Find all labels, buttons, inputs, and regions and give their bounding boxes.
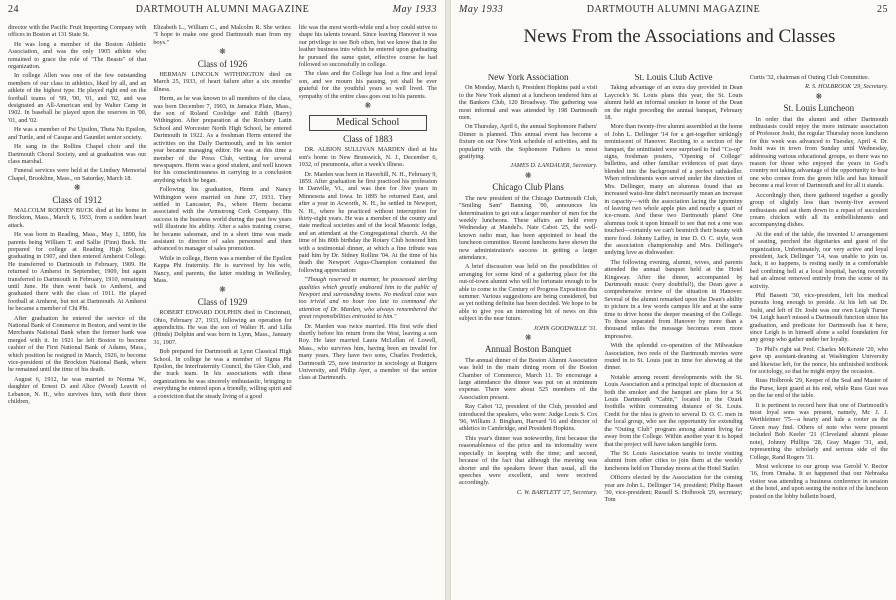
paragraph: Bob prepared for Dartmouth at Lynn Classical High School. In college he was a member of Sigma Phi Epsilon, the Interfraternity Council, the Glee Club, and the track team. In his associations with these organizations he was sincerely enthusiastic, bringing to everything he entered upon a friendly, willing spirit and a conviction that the steady living of a good bbox=[153, 348, 292, 400]
paragraph: ROBERT EDWARD DOLPHIN died in Cincinnati, Ohio, February 27, 1933, following an operation for appendicitis. He was the son of Walter H. and Lilla (Hinds) Dolphin and was born in Lynn, Mass., January 31, 1907. bbox=[153, 309, 292, 346]
paragraph: With the splendid co-operation of the Milwaukee Association, two reels of the Dartmouth movies were routed in to St. Louis just in time for showing at the dinner. bbox=[604, 342, 743, 372]
left-column-2 bbox=[153, 24, 291, 600]
paragraph: Ray Cabot '12, president of the Club, presided and introduced the speakers, who were: Judge Louis S. Cox '96, William J. Bingham, Harvard '16 and director of athletics in Cambridge, and President Hopkins. bbox=[459, 403, 598, 433]
paragraph: He was born in Reading, Mass., May 1, 1890, his parents being William T. and Sallie (Finn) Buck. He prepared for college at Reading High School, graduating in 1907, and then entered Amherst College. He transferred to Dartmouth in February, 1909. He returned to Amherst in September, 1909, but again transferred to Dartmouth in February, 1910, remaining until June. He then went back to Amherst, and graduated there with the class of 1911. He played football at Amherst, but not at Dartmouth. At Amherst he became a member of Chi Phi. bbox=[8, 231, 147, 313]
paragraph: The following evening, alumni, wives, and parents attended the annual banquet held at the Hotel Kingsway. After the dinner, accompanied by Dartmouth music (very doubtful!), the Dean gave a comprehensive review of the situation in Hanover. Several of the alumni remarked upon the Dean's ability to picture in a few words campus life and at the same time to drive home the deeper meaning of the College. To those separated from Hanover by more than a thousand miles the message becomes even more impressive. bbox=[604, 258, 743, 340]
class-heading: Class of 1912 bbox=[52, 194, 102, 205]
paragraph: DR. ALBION SULLIVAN MARDEN died at his son's home in New Brunswick, N. J., December 6, 1932, of pneumonia, after a week's illness. bbox=[298, 146, 437, 169]
right-column-1 bbox=[459, 74, 597, 600]
paragraph: HERMAN LINCOLN WITHINGTON died on March 25, 1933, of heart failure after a six months' illness. bbox=[153, 71, 292, 93]
paragraph: He sang in the Rollins Chapel choir and the Dartmouth Choral Society, and at graduation was our class marshal. bbox=[8, 143, 147, 165]
paragraph: Accordingly then, there gathered together a goodly group of slightly less than twenty-five avowed enthusiasts and sat them down to a repast of succulent cream chicken with all its embellishments and accompanying dishes. bbox=[749, 191, 888, 229]
right-columns bbox=[459, 74, 888, 600]
right-column-2 bbox=[604, 74, 742, 600]
association-heading: Chicago Club Plans bbox=[492, 182, 564, 193]
association-heading: New York Association bbox=[487, 74, 569, 82]
paragraph: To Phil's right sat Prof. Charles McKenzie '20, who gave up assistant-deaning at Washington University and likewise left, for the nonce, his unfinished textbook for sociology, so that he might enjoy the occasion. bbox=[749, 345, 888, 376]
paragraph: In order that the alumni and other Dartmouth enthusiasts could enjoy the more intimate association of Professor Joshi, the regular Thursday noon luncheon for this week was advanced to Tuesday, April 4. Dr. Joshi was in town from Sunday until Wednesday, addressing various educational groups, so there was no reason for those who enjoyed the years in God's country not taking advantage of the opportunity to hear one who comes from the green hills and has himself become a real lover of Dartmouth and for all it stands. bbox=[749, 115, 888, 190]
paragraph: On Thursday, April 6, the annual Sophomore Fathers' Dinner is planned. This annual event has become a fixture on our New York schedule of activities, and its popularity with the Sophomore Fathers is most gratifying. bbox=[459, 123, 598, 161]
paragraph: The St. Louis Association wants to invite visiting alumni from other cities to join them at the weekly luncheons held on Thursday noons at the Hotel Statler. bbox=[604, 449, 743, 472]
class-heading: Class of 1929 bbox=[197, 296, 248, 307]
association-heading: St. Louis Luncheon bbox=[783, 103, 855, 114]
paragraph: The class and the College has lost a fine and loyal son, and we mourn his passing, yet shall be ever grateful for the youthful years so well lived. The sympathy of the entire class goes out to his parents. bbox=[298, 70, 437, 100]
association-heading: Annual Boston Banquet bbox=[484, 344, 572, 355]
paragraph: The new president of the Chicago Dartmouth Club, "Smiling Sam" Banning '00, announces his determination to get out a larger number of men for the weekly luncheons. These affairs are held every Wednesday at Mandel's. Nate Cabot '25, the well-known radio man, has been appointed to head the luncheon committee. Recent luncheons have shown the new administration's success in getting a larger attendance. bbox=[459, 194, 598, 261]
magazine-title: DARTMOUTH ALUMNI MAGAZINE bbox=[135, 4, 310, 15]
paragraph: Herm, as he was known to all members of the class, was born December 7, 1903, in Jamaica Plain, Mass., the son of Roland Coolidge and Edith (Barry) Withington. After preparation at the Roxbury Latin School and Worcester North High School, he entered Dartmouth in 1922. As a freshman Herm entered the activities on the Daily Dartmouth, and in his senior year became managing editor. He was at this time a member of the Press Club, writing for several newspapers. Herm was a good student, and well known for his conscientiousness in carrying to a conclusion anything which he began. bbox=[153, 95, 292, 184]
magazine-title: DARTMOUTH ALUMNI MAGAZINE bbox=[586, 4, 761, 15]
paragraph: Taking advantage of an extra day provided in Dean Laycock's St. Louis plans this year, the St. Louis alumni held an informal smoker in honor of the Dean on the night preceding the annual banquet, February 18. bbox=[604, 84, 743, 122]
ornament-icon: ❋ bbox=[219, 285, 226, 295]
ornament-icon: ❋ bbox=[524, 333, 532, 342]
paragraph: Curtis '32, chairman of Outing Club Committee. bbox=[749, 74, 870, 81]
ornament-icon: ❋ bbox=[73, 183, 81, 193]
paragraph: Notable among recent developments with the St. Louis Association and a principal topic of discussion at both the smoker and the banquet are plans for a St. Louis Dartmouth "Cabin," located in the Ozark foothills within commuting distance of St. Louis. Credit for the idea is given to several D. O. C. men in the local group, who see the opportunity for extending the "Outing Club" program among alumni living far away from the College. Within another year it is hoped that the project will have taken tangible form. bbox=[604, 373, 743, 448]
paragraph: It is pertinent to record here that one of Dartmouth's most loyal sons was present, namely, Mr. J. J. Werthleimer '75—a hearty and hale a rooter as the Green may find. Others of note who were present included Bob Keeler '21 (Cleveland alumni please note), Johnny Phillips '28, Gray Magee '31, and, representing the scholarly and serious side of the College, Rand Rogers '31. bbox=[749, 401, 888, 461]
page-number: 25 bbox=[877, 4, 888, 15]
paragraph: Elizabeth L., William C., and Malcolm R. She writes: "I hope to make one good Dartmouth man from my boys." bbox=[153, 24, 292, 46]
signature: C. W. BARTLETT '27, Secretary. bbox=[516, 488, 598, 496]
left-running-head bbox=[8, 4, 437, 18]
paragraph: Officers elected by the Association for the coming year are John L. Dellinger '14, president; Philip Basset '30, vice-president; Russell S. Holbrook '29, secretary; Tom bbox=[604, 474, 743, 504]
section-title: News From the Associations and Classes bbox=[523, 26, 836, 47]
quotation: "Though reserved in manner, he possessed sterling qualities which greatly endeared him to the public of Newport and surrounding towns. No medical case was too trivial and no hour too late to command the attention of Dr. Marden, who always remembered the great responsibilities entrusted to him." bbox=[298, 276, 437, 321]
section-box-heading: Medical School bbox=[309, 115, 427, 130]
signature: JAMES D. LANDAUER, Secretary. bbox=[510, 162, 598, 170]
ornament-icon: ❋ bbox=[219, 47, 226, 57]
ornament-icon: ❋ bbox=[364, 101, 372, 111]
left-column-1 bbox=[8, 24, 146, 600]
paragraph: He was long a member of the Boston Athletic Association, and was the only 1905 athlete who remained to grace the role of "The Beasts" of that organization. bbox=[8, 40, 147, 71]
page-number: 24 bbox=[8, 4, 19, 15]
paragraph: Following his graduation, Herm and Nancy Withington were married on June 27, 1931. They settled in Lancaster, Pa., where Herm became associated with the Armstrong Cork Company. His success in the business world during the past few years will illustrate his ability. After a sales training course, he became salesman, and in a short time was made assistant to director of sales personnel and then advanced to manager of sales promotion. bbox=[153, 186, 292, 253]
paragraph: August 6, 1912, he was married to Norma W., daughter of Ernest D. and Alice (Wood) Leavitt of Lebanon, N. H., who survives him, with their three children, bbox=[8, 375, 147, 406]
right-page bbox=[451, 0, 896, 600]
left-columns bbox=[8, 24, 437, 600]
paragraph: life was the most worth-while end a boy could strive to shape his talents toward. Since leaving Hanover it was our privilege to see Bob often, but we know that in the leather business into which he entered upon graduating he pursued the same quiet, effective course he had followed so successfully in college. bbox=[298, 24, 437, 69]
ornament-icon: ❋ bbox=[524, 170, 532, 180]
left-page bbox=[0, 0, 445, 600]
paragraph: More than twenty-five alumni assembled at the home of John L. Dellinger '14 for a get-together strikingly reminiscent of Hanover. Reciting to a section of the banquet, the uninitiated were surprised to find "Co-op" signs, freshman posters, "Opening of College" bulletins, and other familiar evidences of past days blended into the background of a perfect rathskeller. When refreshments were served under the direction of Mrs. Dellinger, many an alumnus found that an increased waist-line didn't necessarily mean an increase in capacity—with the association lacing the ignominy of leaving two whole apple pies and nearly a quart of ice-cream. And these two Dartmouth plans! One alumnus took it upon himself to see that not a one was touched—certainly we can't besmirch their beauty with mere food. Johnny Laffey, in true D. O. C. style, won the association championship and Mrs. Dellinger's undying love as dishwasher. bbox=[604, 123, 743, 257]
class-heading: Class of 1926 bbox=[197, 58, 248, 69]
paragraph: A brief discussion was held on the possibilities of arranging for some kind of a gathering place for the out-of-town alumni who will be fortunate enough to be able to come to the Century of Progress Exposition this summer. Various suggestions are being considered, but as yet nothing definite has been decided. We hope to be able to give you an interesting bit of news on this subject in the near future. bbox=[459, 263, 598, 323]
paragraph: Phil Bassett '30, vice-president, left his medical pursuits long enough to preside. At his left sat Dr. Joshi, and left of Dr. Joshi was our own Leigh Turner '04. Leigh hasn't missed a Dartmouth function since his graduation, and predicate for Dartmouth has it here, since Leigh is in himself alone a solid foundation for any group who gather under her loyalty. bbox=[749, 291, 888, 344]
ornament-icon: ❋ bbox=[815, 91, 823, 101]
signature: R. S. HOLBROOK '29, Secretary. bbox=[805, 83, 888, 91]
left-column-3 bbox=[299, 24, 437, 600]
signature: JOHN GOODWILLE '31. bbox=[533, 324, 598, 332]
issue-date: May 1933 bbox=[392, 4, 437, 15]
paragraph: At the end of the table, the invented U arrangement of seating, perched the dignitaries and guest of the organization, Unfortunately, our very active and loyal president, Jack Dellinger '14, was unable to join us. Jack, it so happens, is resting easily in a comfortable bed confining hell at a local hospital, having recently had an almost removed entirely from the scene of its activity. bbox=[749, 230, 888, 290]
association-heading: St. Louis Club Active bbox=[634, 74, 713, 82]
paragraph: After graduation he entered the service of the National Bank of Commerce in Boston, and went to the Merchants National Bank when the former bank was merged with it. In 1921 he left Boston to become cashier of the First National Bank of Adams, Mass., which position he resigned in March, 1926, to become vice-president of the Brockton National Bank, where he remained until the time of his death. bbox=[8, 314, 147, 374]
paragraph: Dr. Marden was born in Haverhill, N. H., February 9, 1859. After graduation he first practiced his profession in Danville, Vt., and was then for five years in Minnesota and Iowa. In 1895 he returned East, and after a year in Acworth, N. H., he settled in Newport, N. H., where he practiced without interruption for thirty-eight years. He was a member of the county and state medical societies and of the local Masonic lodge, and an attendant at the Congregational church. At the time of his 80th birthday the Rotary Club honored him with a testimonial dinner, at which a fine tribute was paid him by Dr. Sidney Rollins '04. At the time of his death the Newport Argus-Champion contained the following appreciation: bbox=[298, 170, 437, 274]
right-column-3 bbox=[750, 74, 888, 600]
paragraph: In college Allen was one of the few outstanding members of our class in athletics, liked by all, and an athlete of the highest type. He played right end on the football teams of '99, '00, '01, and '02, and was designated an All-American end by Walter Camp in 1902. In baseball he played upon the reserves in '00, '01, and '02. bbox=[8, 72, 147, 124]
paragraph: Funeral services were held at the Lindsey Memorial Chapel, Brookline, Mass., on Saturday, March 18. bbox=[8, 167, 147, 182]
paragraph: On Monday, March 6, President Hopkins paid a visit to the New York alumni at a luncheon tendered him at the Bankers Club, 120 Broadway. The gathering was most informal and was attended by 198 Dartmouth men. bbox=[459, 84, 598, 122]
paragraph: Russ Holbrook '29, Keeper of the Seal and Master of the Purse, kept guard at his end, while Russ Gust was on the far end of the table. bbox=[749, 377, 888, 400]
paragraph: Most welcome to our group was Gerold V. Rector '16, from Omaha. It so happened that our Nebraska visitor was attending a business conference in session at the hotel, and upon seeing the notice of the luncheon posted on the lobby bulletin board, bbox=[749, 462, 888, 500]
paragraph: He was a member of Psi Upsilon, Theta Nu Epsilon, and Turtle, and of Casque and Gauntlet senior society. bbox=[8, 126, 147, 141]
paragraph: Dr. Marden was twice married. His first wife died shortly before his return from the West, leaving a son Roy. He later married Laura McLellan of Lowell, Mass., who survives him, having been an invalid for many years. They have two sons, Charles Frederick, Dartmouth '25, now instructor in sociology at Rutgers University, and Philip Ayer, a member of the senior class at Dartmouth. bbox=[298, 322, 437, 382]
paragraph: This year's dinner was noteworthy, first because the reasonableness of the price and its informality were especially in keeping with the time; and second, because of the fact that although the meeting was shorter and the speakers fewer than usual, all the speeches were excellent, and were received accordingly. bbox=[459, 434, 598, 487]
paragraph: MALCOLM RODNEY BUCK died at his home in Brockton, Mass., March 6, 1933, from a sudden heart attack. bbox=[8, 206, 147, 229]
issue-date: May 1933 bbox=[459, 4, 504, 15]
right-running-head bbox=[459, 4, 888, 18]
paragraph: director with the Pacific Fruit Importing Company with offices in Boston at 131 State St. bbox=[8, 24, 147, 39]
paragraph: The annual dinner of the Boston Alumni Association was held in the main dining room of the Boston Chamber of Commerce, March 11. To encourage a large attendance the dinner was put on at minimum expense. There were about 525 members of the Association present. bbox=[459, 356, 598, 401]
class-heading: Class of 1883 bbox=[343, 133, 393, 144]
paragraph: While in college, Herm was a member of the Epsilon Kappa Phi fraternity. He is survived by his wife, Nancy, and parents, the latter residing in Wellesley, Mass. bbox=[153, 254, 292, 284]
